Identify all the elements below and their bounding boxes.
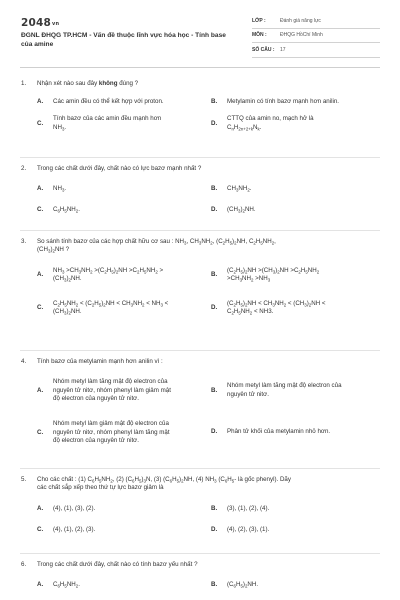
meta-info-box (252, 14, 380, 58)
question-stem: Nhận xét nào sau đây không đúng ? (37, 80, 139, 87)
site-logo[interactable] (21, 16, 59, 30)
option-b[interactable] (211, 505, 269, 513)
option-text: $C_6H_5NH_2$. (53, 581, 80, 589)
option-c[interactable] (37, 420, 170, 445)
question-separator (20, 230, 380, 231)
option-letter: B. (211, 185, 218, 193)
option-text: Nhóm metyl làm tăng mật độ electron của nguyên tử nitơ, nhóm phenyl làm giảm mật độ electron của nguyên tử nitơ. (53, 378, 171, 403)
option-text: CTTQ của amin no, mạch hở là $C_nH_{2n+2+k}N_k$. (227, 115, 314, 132)
option-c[interactable] (37, 300, 168, 317)
option-letter: C. (37, 525, 44, 533)
option-text: $(C_6H_5)_2NH$. (227, 581, 259, 589)
option-b[interactable] (211, 581, 258, 589)
option-letter: B. (211, 504, 218, 512)
option-letter: D. (211, 525, 218, 533)
question-3 (21, 238, 381, 347)
option-text: Các amin đều có thể kết hợp với proton. (53, 98, 164, 106)
question-number: 1. (21, 80, 27, 87)
option-letter: B. (211, 386, 218, 394)
option-text: $C_2H_5NH_2 < (C_2H_5)_2NH < CH_3NH_2 < NH_3$ < $(CH_3)_2NH$. (53, 299, 169, 316)
option-text: Tính bazơ của các amin đều mạnh hơn $NH_3$. (53, 115, 162, 132)
option-text: $NH_3$. (53, 185, 67, 193)
option-b[interactable] (211, 267, 319, 284)
question-stem: Trong các chất dưới đây, chất nào có tính bazơ yếu nhất ? (37, 561, 198, 568)
option-text: (4), (1), (2), (3). (53, 525, 96, 533)
option-b[interactable] (211, 382, 342, 399)
option-text: $(C_2H_5)_2NH < CH_3NH_2 < (CH_3)_2NH$ < $C_2H_5NH_2 < NH3$. (227, 299, 326, 316)
option-a[interactable] (37, 505, 95, 513)
question-separator (20, 350, 380, 351)
question-6 (21, 561, 381, 600)
option-text: $(CH_3)_2NH$. (227, 206, 256, 214)
question-number: 6. (21, 561, 27, 568)
question-separator (20, 553, 380, 554)
logo-suffix: vn (52, 21, 60, 27)
question-number: 3. (21, 238, 27, 245)
option-a[interactable] (37, 185, 66, 193)
question-stem: Trong các chất dưới đây, chất nào có lực bazơ mạnh nhất ? (37, 165, 202, 172)
meta-label: LỚP : (252, 17, 266, 24)
option-text: Nhóm metyl làm tăng mật độ electron của nguyên tử nitơ. (227, 382, 342, 398)
question-2 (21, 165, 381, 225)
option-letter: D. (211, 428, 218, 436)
option-text: (3), (1), (2), (4). (227, 504, 270, 512)
option-letter: B. (211, 270, 218, 278)
option-d[interactable] (211, 526, 269, 534)
option-letter: B. (211, 98, 218, 106)
question-stem: Tính bazơ của metylamin mạnh hơn anilin vì : (37, 358, 163, 365)
meta-value: Đánh giá năng lực (280, 17, 321, 24)
question-number: 4. (21, 358, 27, 365)
option-a[interactable] (37, 581, 80, 589)
option-c[interactable] (37, 526, 95, 534)
option-text: (4), (2), (3), (1). (227, 525, 270, 533)
option-letter: A. (37, 270, 44, 278)
question-stem: So sánh tính bazơ của các hợp chất hữu cơ sau : $NH_3$, $CH_3NH_2$, $(C_2H_5)_2NH$, $C_2H_5NH_2$, $(CH_3)_2NH$ ? (37, 238, 276, 254)
question-number: 2. (21, 165, 27, 172)
option-text: $C_6H_5NH_2$. (53, 206, 80, 214)
option-text: Phân tử khối của metylamin nhỏ hơn. (227, 428, 331, 436)
question-4 (21, 358, 381, 468)
question-stem: Cho các chất : (1) $C_6H_5NH_2$, (2) $(C_6H_5)_3N$, (3) $(C_6H_5)_2NH$, (4) $NH_3$ ($C_6H_5-$ là gốc phenyl). Dãy các chất sắp xếp theo thứ tự lực bazơ giảm là (37, 476, 291, 492)
option-text: Metylamin có tính bazơ mạnh hơn anilin. (227, 98, 339, 106)
option-b[interactable] (211, 185, 252, 193)
option-letter: A. (37, 504, 44, 512)
option-text: $CH_3NH_2$. (227, 185, 252, 193)
option-letter: C. (37, 303, 44, 311)
meta-value: 17 (280, 46, 286, 53)
option-letter: C. (37, 206, 44, 214)
option-a[interactable] (37, 378, 171, 403)
logo-text: 2048 (21, 17, 52, 29)
option-letter: B. (211, 581, 218, 589)
option-d[interactable] (211, 300, 326, 317)
option-letter: C. (37, 119, 44, 127)
meta-label: SỐ CÂU : (252, 46, 275, 53)
option-a[interactable] (37, 267, 163, 284)
meta-row-class (252, 14, 380, 29)
option-letter: D. (211, 206, 218, 214)
question-separator (20, 468, 380, 469)
option-letter: A. (37, 581, 44, 589)
option-a[interactable] (37, 98, 164, 106)
page-header (0, 0, 400, 64)
option-b[interactable] (211, 98, 339, 106)
question-separator (20, 157, 380, 158)
question-1 (21, 80, 381, 138)
meta-row-subject (252, 29, 380, 44)
option-d[interactable] (211, 115, 314, 132)
option-c[interactable] (37, 206, 80, 214)
option-text: Nhóm metyl làm giảm mật độ electron của nguyên tử nitơ, nhóm phenyl làm tăng mật độ electron của nguyên tử nitơ. (53, 420, 170, 445)
question-number: 5. (21, 476, 27, 483)
meta-row-question-count (252, 43, 380, 58)
option-letter: A. (37, 98, 44, 106)
option-letter: D. (211, 119, 218, 127)
option-letter: A. (37, 185, 44, 193)
option-letter: C. (37, 428, 44, 436)
meta-value: ĐHQG HồChí Minh (280, 32, 323, 39)
option-text: $NH_3 >CH_3NH_2 >(C_2H_5)_2NH >C_2H_5NH_2$ > $(CH_3)_2NH$. (53, 266, 164, 283)
document-title: ĐGNL ĐHQG TP.HCM - Vấn đề thuộc lĩnh vực hóa học - Tính base của amine (21, 32, 226, 48)
option-letter: D. (211, 303, 218, 311)
header-divider (20, 67, 380, 68)
option-text: (4), (1), (3), (2). (53, 504, 96, 512)
meta-label: MÔN : (252, 32, 267, 39)
option-d[interactable] (211, 206, 256, 214)
option-letter: A. (37, 386, 44, 394)
option-c[interactable] (37, 115, 161, 132)
option-d[interactable] (211, 428, 330, 436)
option-text: $(C_2H_5)_2NH >(CH_3)_2NH >C_2H_5NH_2$ $>CH_3NH_2 >NH_3$ (227, 266, 320, 283)
question-5 (21, 476, 381, 545)
